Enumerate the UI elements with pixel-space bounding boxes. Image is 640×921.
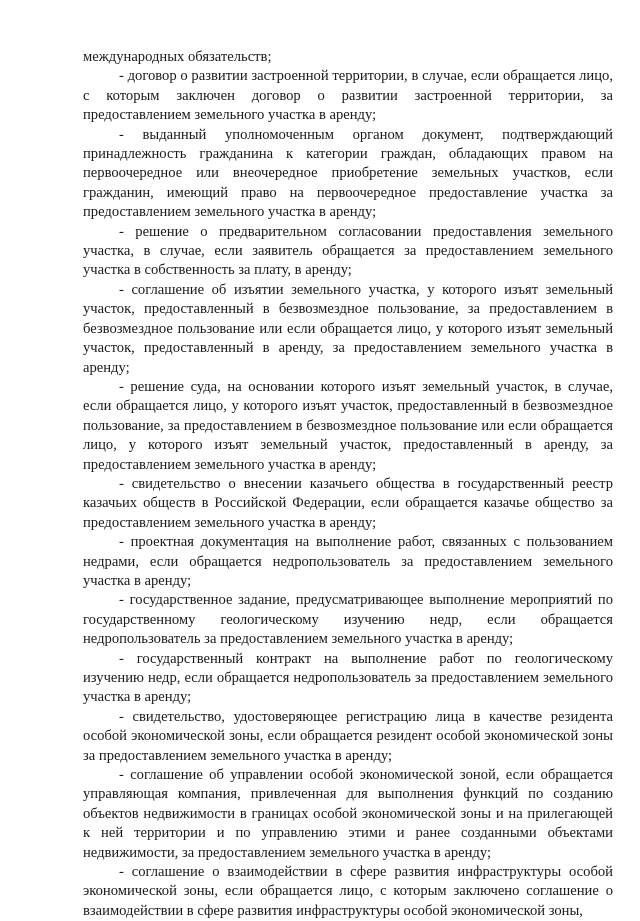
list-item-priority-category-document: - выданный уполномоченным органом документ, подтверждающий принадлежность гражданина к категории граждан, обладающих правом на первоочередное или внеочередное приобретение земельных участков, если гражданин, имеющий право на первоочередное предоставление участка за предоставлением земельного участка в аренду;	[83, 126, 613, 221]
list-item-state-contract: - государственный контракт на выполнение работ по геологическому изучению недр, если обращается недропользователь за предоставлением земельного участка в аренду;	[83, 650, 613, 706]
list-item-cossack-society-certificate: - свидетельство о внесении казачьего общества в государственный реестр казачьих обществ в Российской Федерации, если обращается казачье общество за предоставлением земельного участка в аренду;	[83, 475, 613, 531]
list-item-subsoil-project-documentation: - проектная документация на выполнение работ, связанных с пользованием недрами, если обращается недропользователь за предоставлением земельного участка в аренду;	[83, 534, 613, 589]
list-item-management-agreement: - соглашение об управлении особой экономической зоной, если обращается управляющая компания, привлеченная для выполнения функций по созданию объектов недвижимости в границах особой экономической зоны и на прилегающей к ней территории и по управлению этими и ранее созданными объектами недвижимости, за предоставлением земельного участка в аренду;	[83, 767, 613, 861]
document-page	[83, 48, 613, 921]
list-item-development-agreement: - договор о развитии застроенной территории, в случае, если обращается лицо, с которым заключен договор о развитии застроенной территории, за предоставлением земельного участка в аренду;	[83, 68, 613, 124]
list-item-seizure-agreement: - соглашение об изъятии земельного участка, у которого изъят земельный участок, предоставленный в безвозмездное пользование, за предоставлением в безвозмездное пользование или если обращается лицо, у которого изъят земельный участок, предоставленный в аренду, за предоставлением земельного участка в аренду;	[83, 281, 613, 376]
list-item-preliminary-approval-decision: - решение о предварительном согласовании предоставления земельного участка, в случае, если заявитель обращается за предоставлением земельного участка в собственность за плату, в аренду;	[83, 223, 613, 279]
list-item-infrastructure-agreement: - соглашение о взаимодействии в сфере развития инфраструктуры особой экономической зоны, если обращается лицо, с которым заключено соглашение о взаимодействии в сфере развития инфраструктуры особой экономической зоны,	[83, 864, 613, 919]
list-item-resident-certificate: - свидетельство, удостоверяющее регистрацию лица в качестве резидента особой экономической зоны, если обращается резидент особой экономической зоны за предоставлением земельного участка в аренду;	[83, 708, 613, 764]
list-item-state-assignment: - государственное задание, предусматривающее выполнение мероприятий по государственному геологическому изучению недр, если обращается недропользователь за предоставлением земельного участка в аренду;	[83, 592, 613, 648]
paragraph-continuation: международных обязательств;	[83, 49, 272, 65]
list-item-court-decision: - решение суда, на основании которого изъят земельный участок, в случае, если обращается лицо, у которого изъят участок, предоставленный в безвозмездное пользование, за предоставлением в безвозмездное пользование или если обращается лицо, у которого изъят земельный участок, предоставленный в аренду, за предоставлением земельного участка в аренду;	[83, 378, 613, 473]
